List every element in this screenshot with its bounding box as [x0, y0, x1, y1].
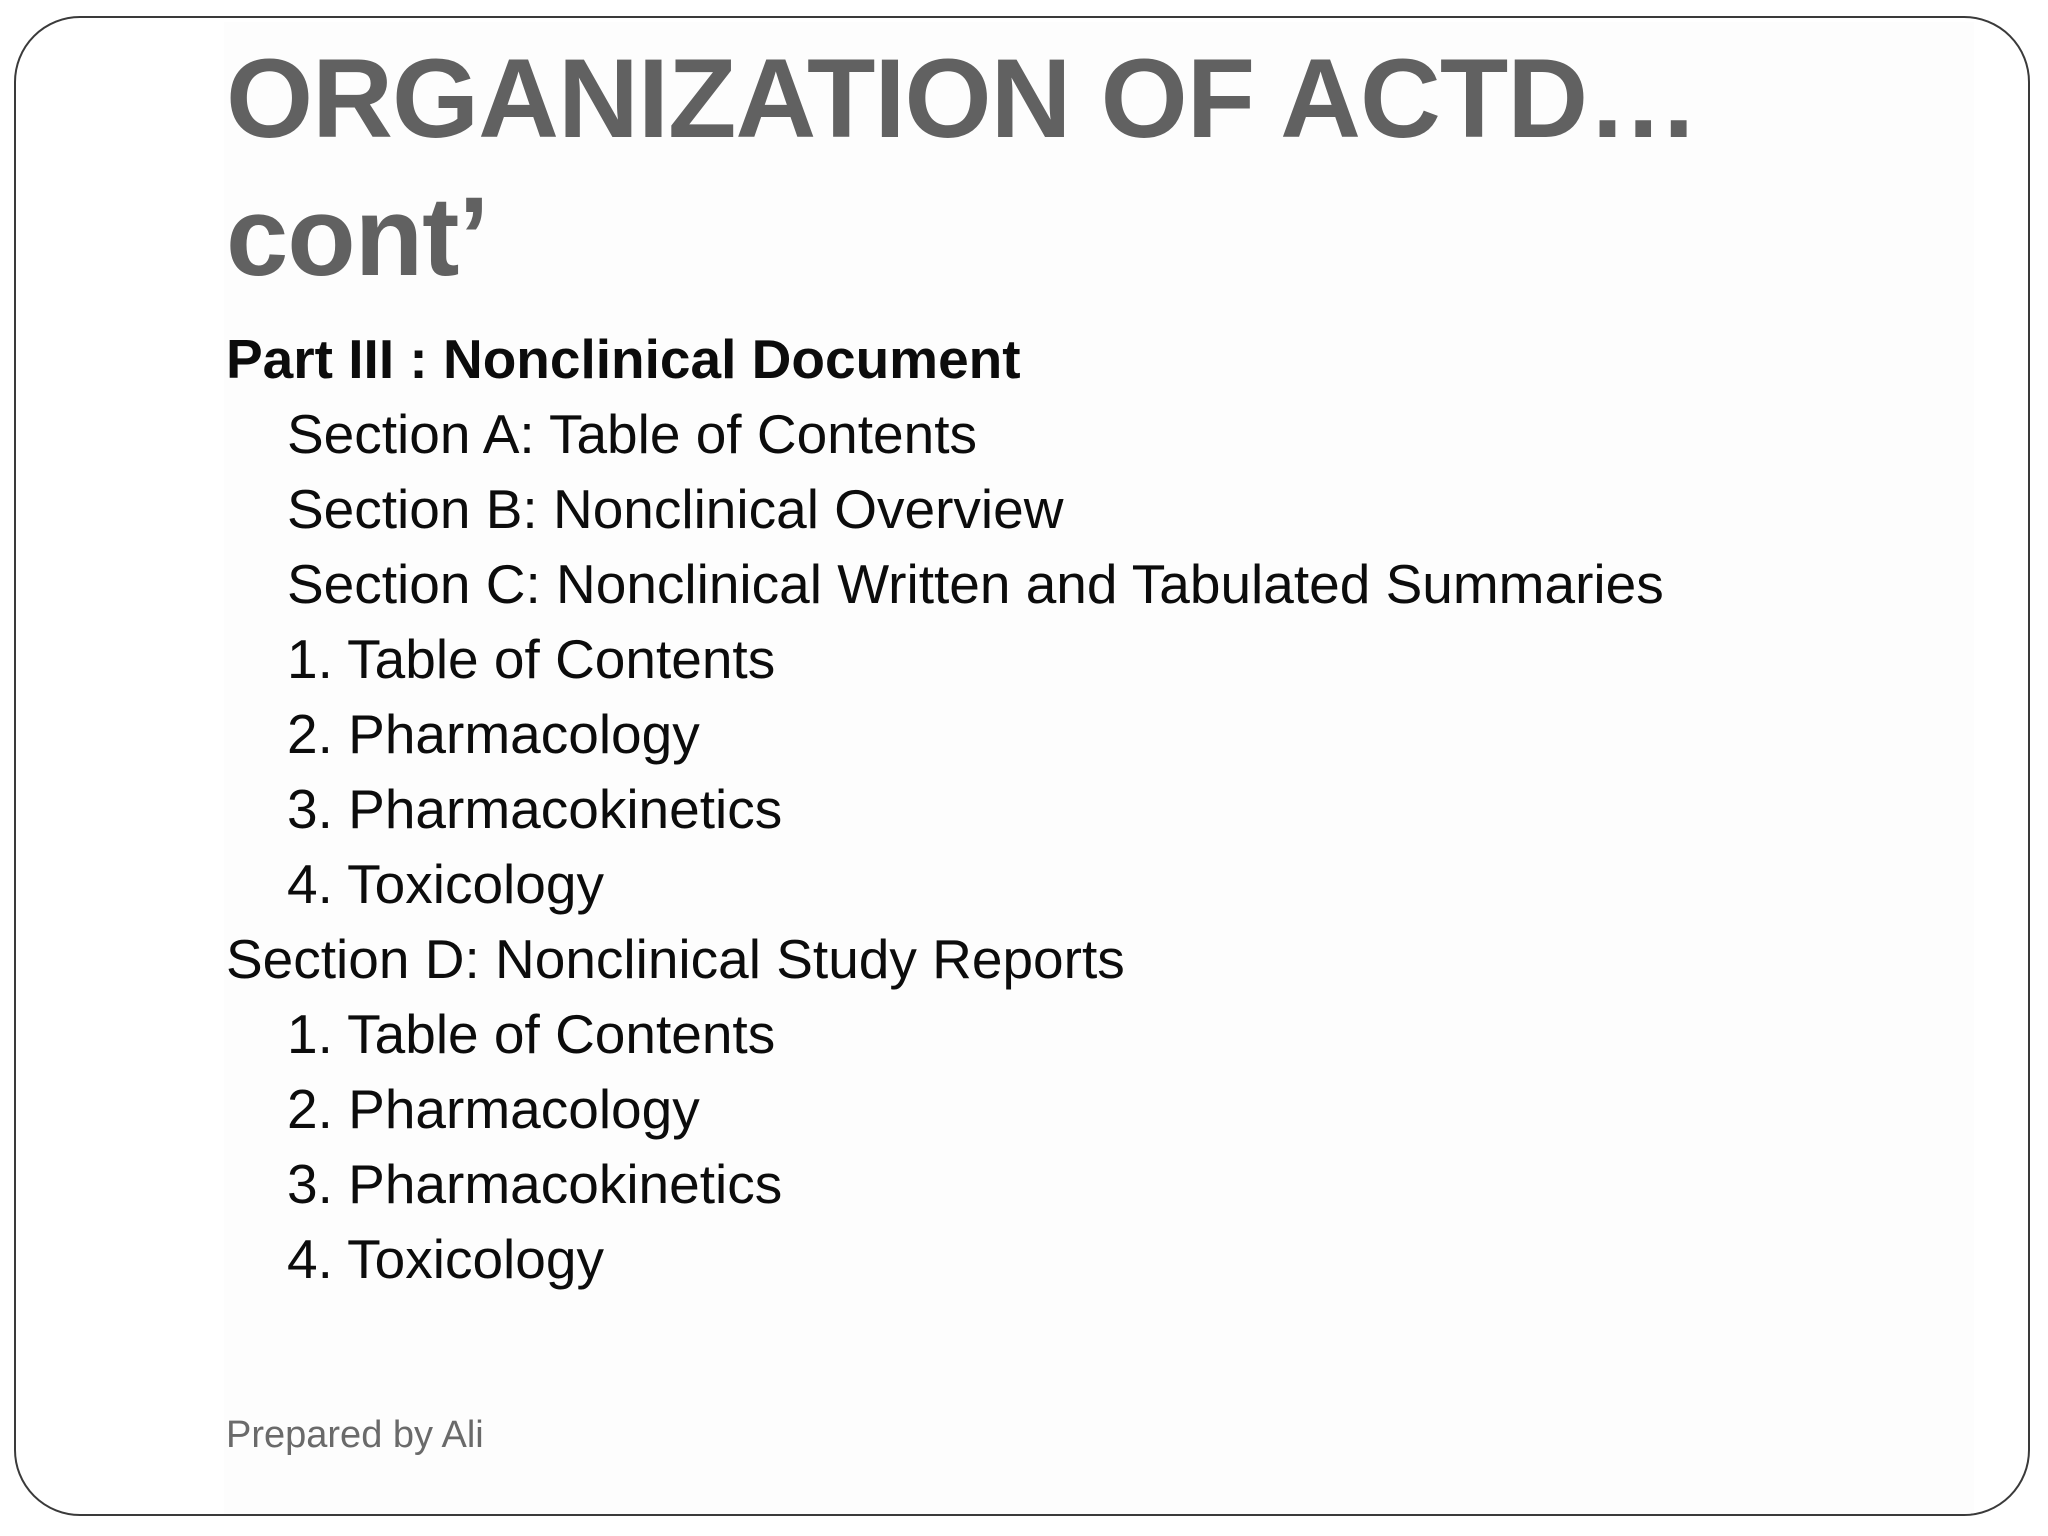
- footer-credit: Prepared by Ali: [226, 1414, 484, 1456]
- section-d-subitem-toxicology: 4. Toxicology: [287, 1228, 604, 1290]
- section-c-subitem-table-of-contents: 1. Table of Contents: [287, 628, 776, 690]
- section-a-item: Section A: Table of Contents: [287, 403, 977, 465]
- content-outline: [226, 322, 1664, 1297]
- section-b-item: Section B: Nonclinical Overview: [287, 478, 1064, 540]
- section-d-subitem-table-of-contents: 1. Table of Contents: [287, 1003, 776, 1065]
- section-c-item: Section C: Nonclinical Written and Tabulated Summaries: [287, 553, 1664, 615]
- slide-title: ORGANIZATION OF ACTD… cont’: [226, 36, 1699, 299]
- part-heading: Part III : Nonclinical Document: [226, 328, 1021, 390]
- section-d-subitem-pharmacology: 2. Pharmacology: [287, 1078, 700, 1140]
- section-d-subitem-pharmacokinetics: 3. Pharmacokinetics: [287, 1153, 783, 1215]
- section-c-subitem-pharmacology: 2. Pharmacology: [287, 703, 700, 765]
- section-d-item: Section D: Nonclinical Study Reports: [226, 928, 1125, 990]
- section-c-subitem-pharmacokinetics: 3. Pharmacokinetics: [287, 778, 783, 840]
- section-c-subitem-toxicology: 4. Toxicology: [287, 853, 604, 915]
